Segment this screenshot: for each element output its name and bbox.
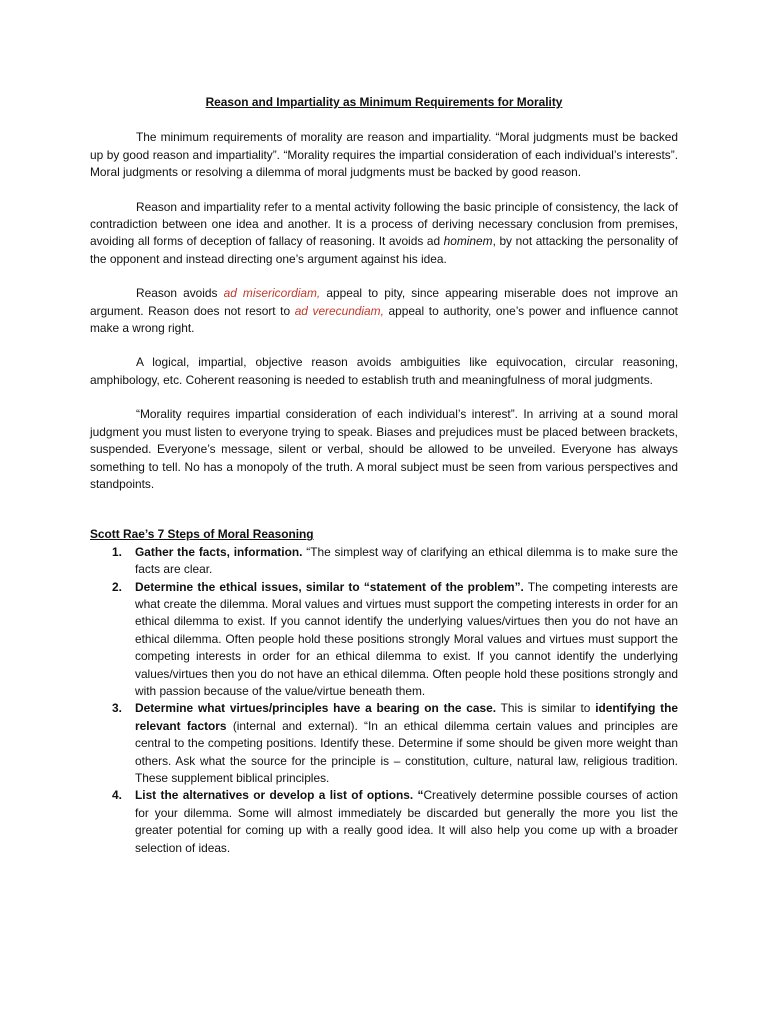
list-item (90, 544, 678, 579)
list-item-heading: List the alternatives or develop a list of options. “ (135, 788, 424, 803)
steps-heading: Scott Rae’s 7 Steps of Moral Reasoning (90, 527, 314, 542)
list-item (90, 700, 678, 787)
list-item-text: “The simplest way of clarifying an ethical dilemma is to make sure the facts are clear. (135, 544, 678, 577)
list-item-heading: Determine what virtues/principles have a bearing on the case. (135, 701, 497, 716)
paragraph-1: The minimum requirements of morality are reason and impartiality. “Moral judgments must be backed up by good reason and impartiality”. “Morality requires the impartial consideration of each individual’s interests”. Moral judgments or resolving a dilemma of moral judgments must be backed by good reason. (90, 130, 678, 180)
list-item (90, 787, 678, 857)
latin-term-hominem: hominem (443, 234, 493, 249)
list-item-number: 1. (112, 544, 122, 559)
list-item-number: 3. (112, 701, 122, 716)
list-item-number: 4. (112, 788, 122, 803)
list-item-text-2: (internal and external). “In an ethical dilemma certain values and principles are central to the competing positions. Identify these. Determine if some should be given more weight than others. Ask what the source for the principle is – constitution, culture, natural law, religious tradition. These supplement biblical principles. (135, 718, 678, 785)
list-item-text: Creatively determine possible courses of action for your dilemma. Some will almost immediately be discarded but generally the more you list the greater potential for coming up with a really good idea. It will also help you come up with a broader selection of ideas. (135, 788, 678, 855)
paragraph-3-text-a: Reason avoids (136, 286, 224, 301)
paragraph-3 (90, 285, 678, 337)
paragraph-2-text-b: , by not attacking the personality of the opponent and instead directing one’s argument against his idea. (90, 234, 678, 266)
page-title: Reason and Impartiality as Minimum Requirements for Morality (205, 95, 563, 109)
list-item-heading: Determine the ethical issues, similar to “statement of the problem”. (135, 579, 524, 594)
document-body (90, 94, 678, 857)
list-item-heading: Gather the facts, information. (135, 544, 303, 559)
paragraph-3-text-b: appeal to pity, since appearing miserable does not improve an argument. Reason does not resort to (90, 286, 678, 318)
latin-term-verecundiam: ad verecundiam, (294, 303, 384, 318)
steps-list (90, 544, 678, 857)
list-item-text: This is similar to (496, 701, 596, 716)
paragraph-2-text-a: Reason and impartiality refer to a mental activity following the basic principle of consistency, the lack of contradiction between one idea and another. It is a process of deriving necessary conclusion from premises, avoiding all forms of deception of fallacy of reasoning. It avoids ad (90, 199, 678, 249)
list-item-number: 2. (112, 579, 122, 594)
list-item-heading-2: identifying the relevant factors (135, 701, 678, 733)
paragraph-5: “Morality requires impartial consideration of each individual’s interest”. In arriving at a sound moral judgment you must listen to everyone trying to speak. Biases and prejudices must be placed between brackets, suspended. Everyone’s message, silent or verbal, should be allowed to be unveiled. Everyone has always something to tell. No has a monopoly of the truth. A moral subject must be seen from various perspectives and standpoints. (90, 407, 678, 491)
paragraph-4: A logical, impartial, objective reason avoids ambiguities like equivocation, circular reasoning, amphibology, etc. Coherent reasoning is needed to establish truth and meaningfulness of moral judgments. (90, 355, 678, 387)
paragraph-2 (90, 199, 678, 269)
latin-term-misericordiam: ad misericordiam, (223, 286, 321, 301)
list-item-text: The competing interests are what create the dilemma. Moral values and virtues must support the competing interests in order for an ethical dilemma to exist. If you cannot identify the underlying values/virtues then you do not have an ethical dilemma. Often people hold these positions strongly Moral values and virtues must support the competing interests in order for an ethical dilemma to exist. If you cannot identify the underlying values/virtues then you do not have an ethical dilemma. Often people hold these positions strongly and with passion because of the value/virtue beneath them. (135, 579, 678, 698)
list-item (90, 579, 678, 701)
paragraph-3-text-c: appeal to authority, one’s power and influence cannot make a wrong right. (90, 303, 678, 336)
